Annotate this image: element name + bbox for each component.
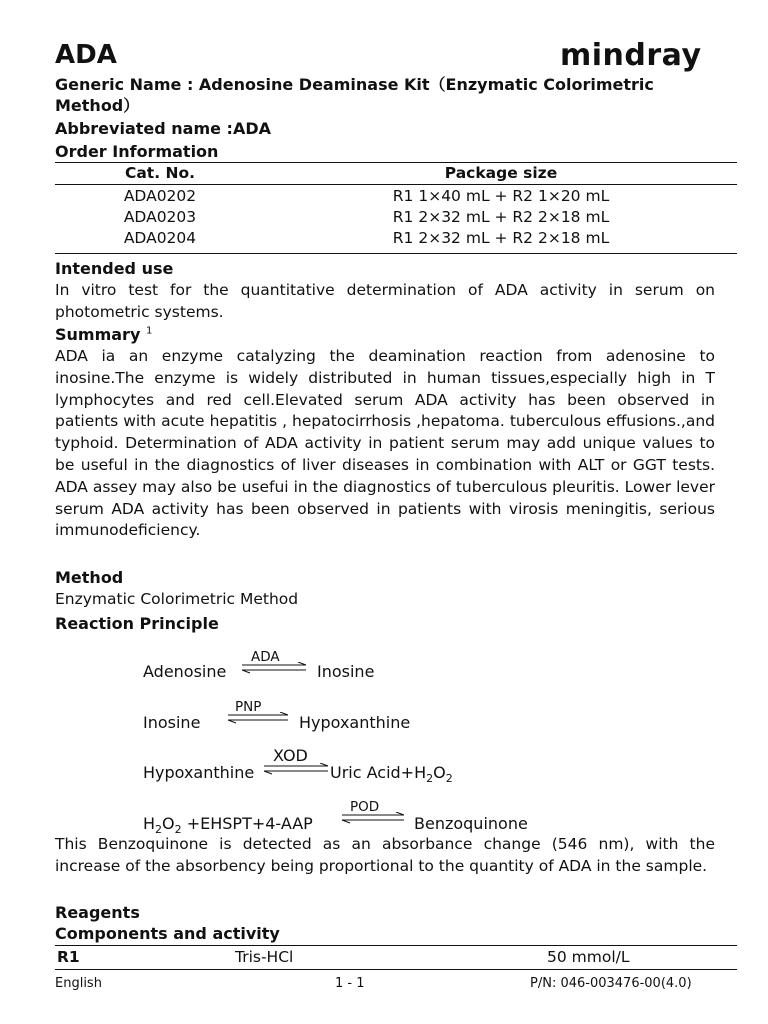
- table-row: [55, 185, 737, 207]
- reaction3-enzyme: XOD: [273, 746, 308, 765]
- components-row-rule: [55, 969, 737, 970]
- summary-heading: [55, 325, 152, 344]
- cat-no: ADA0203: [123, 207, 197, 226]
- reaction4-substrates: $H_2O_2$ +EHSPT+4-AAP: [143, 814, 313, 837]
- reagents-heading: Reagents: [55, 903, 140, 922]
- generic-name-line1: Generic Name : Adenosine Deaminase Kit（Enzymatic Colorimetric: [55, 75, 654, 94]
- reaction2-substrate: Inosine: [143, 713, 201, 732]
- package-size: R1 2×32 mL + R2 2×18 mL: [392, 228, 610, 247]
- r1-label: R1: [57, 948, 80, 966]
- table-row: [55, 206, 737, 227]
- table-bottom-rule: [55, 253, 737, 254]
- reaction4-product: Benzoquinone: [414, 814, 528, 833]
- col-header-package: Package size: [444, 164, 558, 182]
- reaction1-substrate: Adenosine: [143, 662, 227, 681]
- summary-heading-text: Summary: [55, 325, 141, 344]
- footer-part-number: P/N: 046-003476-00(4.0): [530, 976, 692, 991]
- table-row: [55, 227, 737, 248]
- method-text: Enzymatic Colorimetric Method: [55, 590, 299, 608]
- reaction3-product: Uric $Acid+H_2O_2$: [330, 763, 453, 786]
- method-heading: Method: [55, 568, 124, 587]
- document-title: ADA: [55, 40, 117, 70]
- table-header-row: [55, 162, 737, 185]
- summary-text: ADA ia an enzyme catalyzing the deamination reaction from adenosine to inosine.The enzyme is widely distributed in human tissues,especially high in T lymphocytes and red cell.Elevated serum ADA activity has been observed in patients with acute hepatitis , hepatocirrhosis ,hepatoma. tuberculous effusions.,and typhoid. Determination of ADA activity in patient serum may add unique values to be useful in the diagnostics of liver diseases in combination with ALT or GGT tests. ADA assey may also be usefui in the diagnostics of tuberculous pleuritis. Lower lever serum ADA activity has been observed in patients with virosis meningitis, serious immunodeficiency.: [55, 347, 715, 540]
- package-size: R1 2×32 mL + R2 2×18 mL: [392, 207, 610, 226]
- reaction4-equilibrium-arrow-icon: [340, 812, 406, 824]
- detection-text: This Benzoquinone is detected as an absorbance change (546 nm), with the increase of the absorbency being proportional to the quantity of ADA in the sample.: [55, 835, 715, 875]
- reaction1-product: Inosine: [317, 662, 375, 681]
- r1-component: Tris-HCl: [235, 948, 294, 966]
- components-top-rule: [55, 945, 737, 946]
- reaction1-enzyme: ADA: [251, 649, 280, 665]
- components-heading: Components and activity: [55, 924, 280, 943]
- reaction1-equilibrium-arrow-icon: [240, 662, 308, 674]
- reaction2-enzyme: PNP: [235, 699, 262, 715]
- intended-use-heading: Intended use: [55, 259, 174, 278]
- footer-language: English: [55, 976, 102, 991]
- abbreviated-name: Abbreviated name :ADA: [55, 119, 271, 138]
- footer-page-number: 1 - 1: [335, 976, 365, 991]
- reaction2-equilibrium-arrow-icon: [226, 712, 290, 724]
- reaction3-substrate: Hypoxanthine: [143, 763, 255, 782]
- reaction3-equilibrium-arrow-icon: [262, 763, 330, 775]
- cat-no: ADA0202: [123, 186, 197, 205]
- col-header-cat: Cat. No.: [124, 164, 196, 182]
- reaction2-product: Hypoxanthine: [299, 713, 411, 732]
- intended-use-text: In vitro test for the quantitative determination of ADA activity in serum on photometric systems.: [55, 281, 715, 321]
- order-table: [55, 162, 737, 248]
- reaction-principle-heading: Reaction Principle: [55, 614, 219, 633]
- package-size: R1 1×40 mL + R2 1×20 mL: [392, 186, 610, 205]
- brand-logo: mindray: [560, 38, 702, 73]
- r1-concentration: 50 mmol/L: [547, 948, 630, 966]
- cat-no: ADA0204: [123, 228, 197, 247]
- order-info-heading: Order Information: [55, 142, 219, 161]
- summary-reference: 1: [145, 325, 153, 337]
- generic-name-line2: Method）: [55, 96, 140, 115]
- reaction4-enzyme: POD: [350, 799, 380, 815]
